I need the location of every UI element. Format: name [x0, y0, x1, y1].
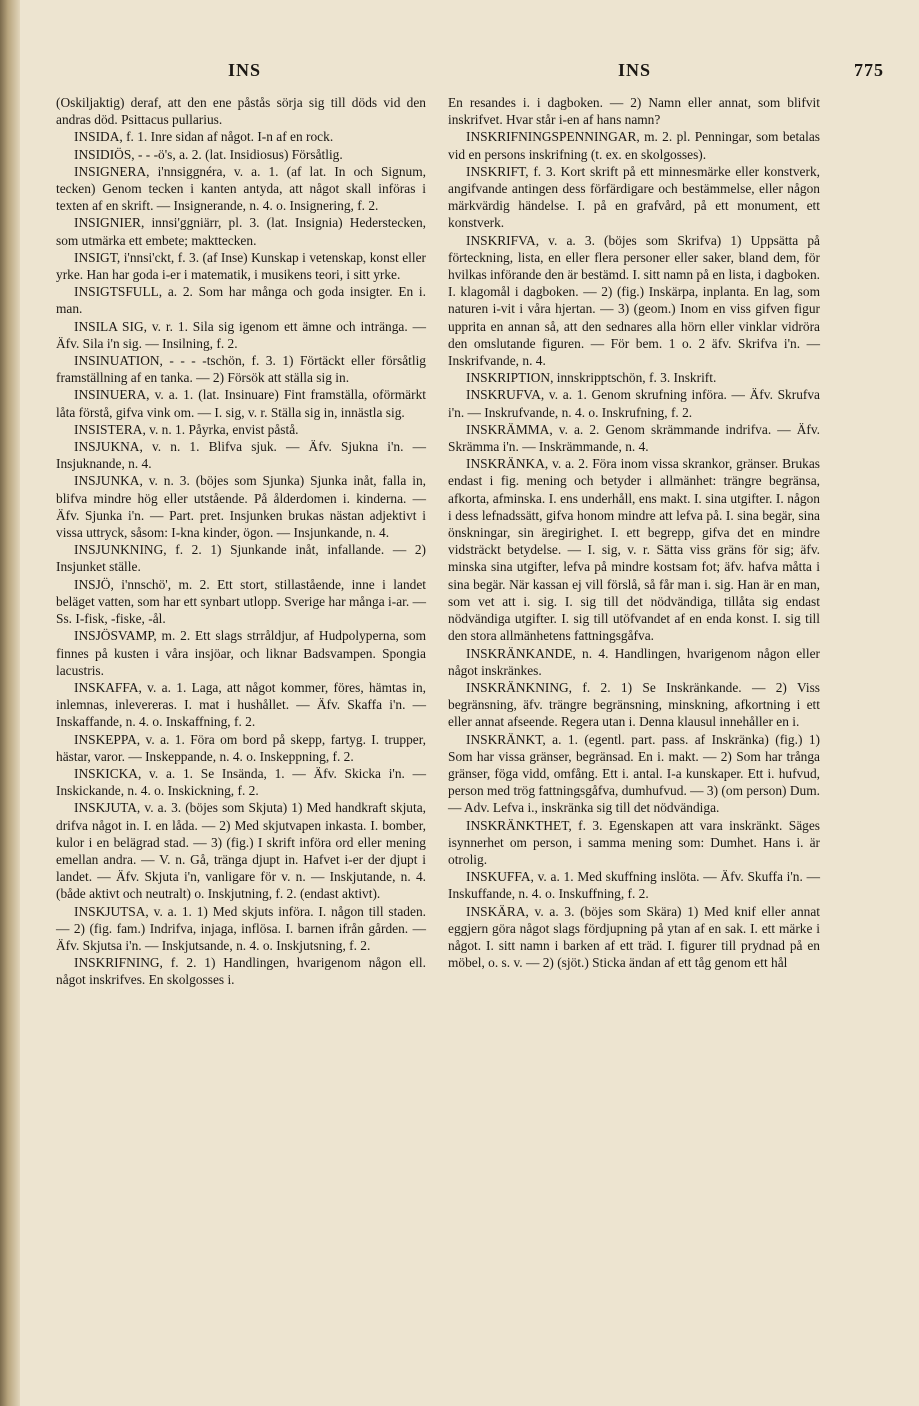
dictionary-entry: INSKRÄNKANDE, n. 4. Handlingen, hvarigenom någon eller något inskränkes. — [448, 645, 820, 678]
page-header — [0, 60, 919, 90]
dictionary-entry: INSIGNERA, i'nnsiggnéra, v. a. 1. (af lat. In och Signum, tecken) Genom tecken i kanten antyda, att något skall införas i texten af en skrift. — Insignerande, n. 4. o. Insignering, f. 2. — [56, 163, 426, 214]
dictionary-entry: INSIGTSFULL, a. 2. Som har många och goda insigter. En i. man. — [56, 284, 426, 317]
dictionary-entry: INSILA SIG, v. r. 1. Sila sig igenom ett ämne och intränga. — Äfv. Sila i'n sig. — Insilning, f. 2. — [56, 318, 426, 351]
dictionary-entry: (Oskiljaktig) deraf, att den ene påstås sörja sig till döds vid den andras död. Psittacus pullarius. — [56, 95, 426, 128]
dictionary-entry: En resandes i. i dagboken. — 2) Namn eller annat, som blifvit inskrifvet. Hvar står i-en af hans namn? — [448, 95, 820, 128]
dictionary-entry: INSKAFFA, v. a. 1. Laga, att något kommer, föres, hämtas in, inlemnas, inlevereras. I. mat i hushållet. — Äfv. Skaffa i'n. — Inskaffande, n. 4. o. Inskaffning, f. 2. — [56, 679, 426, 730]
dictionary-entry: INSKRIFT, f. 3. Kort skrift på ett minnesmärke eller konstverk, angifvande antingen dess förfärdigare och bestämmelse, eller någon märkvärdig händelse. I. på en grafvård, på ett monument, ett konstverk. — [448, 163, 820, 231]
dictionary-entry: INSKRÄNKNING, f. 2. 1) Se Inskränkande. — 2) Viss begränsning, äfv. trängre begränsning, minskning, afkortning i ett eller annat afseende. Regera utan i. Denna klausul innehåller en i. — [448, 679, 820, 730]
dictionary-entry: INSKRUFVA, v. a. 1. Genom skrufning införa. — Äfv. Skrufva i'n. — Inskrufvande, n. 4. o. Inskrufning, f. 2. — [448, 387, 820, 420]
dictionary-entry: INSIGNIER, innsi'ggniärr, pl. 3. (lat. Insignia) Hederstecken, som utmärka ett embete; makttecken. — [56, 215, 426, 248]
dictionary-entry: INSJÖ, i'nnschö', m. 2. Ett stort, stillastående, inne i landet beläget vatten, som har ett synbart utlopp. Sverige har många i-ar. — Ss. I-fisk, -fiske, -ål. — [56, 576, 426, 627]
page-number: 775 — [854, 60, 884, 80]
dictionary-entry: INSKJUTSA, v. a. 1. 1) Med skjuts införa. I. någon till staden. — 2) (fig. fam.) Indrifva, injaga, inflösa. I. barnen ifrån gården. — Äfv. Skjutsa i'n. — Inskjutsande, n. 4. o. Inskjutsning, f. 2. — [56, 903, 426, 953]
dictionary-entry: INSJÖSVAMP, m. 2. Ett slags strråldjur, af Hudpolyperna, som finnes på kusten i våra insjöar, och liknar Badsvampen. Spongia lacustris. — [56, 628, 426, 678]
dictionary-entry: INSKRÄNKT, a. 1. (egentl. part. pass. af Inskränka) (fig.) 1) Som har vissa gränser, begränsad. En i. makt. — 2) Som har trånga gränser, föga vidd, omfång. Ett i. antal. I-a kunskaper. Ett i. hufvud, person med trög fattningsgåfva, dumhufvud. — 3) (om person) Dum. — Adv. Lefva i., inskränka sig till det nödvändiga. — [448, 731, 820, 816]
dictionary-entry: INSINUERA, v. a. 1. (lat. Insinuare) Fint framställa, oförmärkt låta förstå, gifva vink om. — I. sig, v. r. Ställa sig in, innästla sig. — [56, 387, 426, 420]
dictionary-entry: INSKRÄNKA, v. a. 2. Föra inom vissa skrankor, gränser. Brukas endast i fig. mening och betyder i allmänhet: trängre begränsa, afkorta, afminska. I. ens underhåll, ens makt. I. sina utgifter. I. någon i dess lefnadssätt, gifva honom mindre att lefva på. I. sina begär, sina önskningar, sin äregirighet. I. ett begrepp, gifva det en mindre vidsträckt betydelse. — I. sig, v. r. Sätta viss gräns för sig; äfv. minska sina utgifter, lefva på mindre kostsam fot; äfv. hafva måtta i sina begär. När kassan ej vill förslå, så får man i. sig. Han är en man, som vet att i. sig. I. sig till det nödvändiga, tillåta sig endast nödvändiga utgifter. I. sig till utöfvandet af en enda konst. I. sig till den stora allmänhetens fattningsgåfva. — [448, 456, 820, 644]
dictionary-entry: INSISTERA, v. n. 1. Påyrka, envist påstå. — [74, 421, 299, 437]
right-column — [448, 94, 820, 971]
dictionary-entry: INSJUNKNING, f. 2. 1) Sjunkande inåt, infallande. — 2) Insjunket ställe. — [56, 542, 426, 575]
dictionary-entry: INSIGT, i'nnsi'ckt, f. 3. (af Inse) Kunskap i vetenskap, konst eller yrke. Han har goda i-er i matematik, i musikens teori, i sitt yrke. — [56, 249, 426, 283]
dictionary-entry: INSKRÄNKTHET, f. 3. Egenskapen att vara inskränkt. Säges isynnerhet om person, i samma mening som: Dumhet. Hans i. är otrolig. — [448, 817, 820, 867]
dictionary-entry: INSKRIPTION, innskripptschön, f. 3. Inskrift. — [466, 370, 717, 386]
dictionary-entry: INSIDIÖS, - - -ö's, a. 2. (lat. Insidiosus) Försåtlig. — [74, 146, 343, 162]
dictionary-entry: INSJUKNA, v. n. 1. Blifva sjuk. — Äfv. Sjukna i'n. — Insjuknande, n. 4. — [56, 439, 426, 472]
dictionary-entry: INSKEPPA, v. a. 1. Föra om bord på skepp, fartyg. I. trupper, hästar, varor. — Inskeppande, n. 4. o. Inskeppning, f. 2. — [56, 731, 426, 764]
header-right-catchword: INS — [618, 60, 652, 80]
left-column — [56, 94, 426, 989]
dictionary-entry: INSINUATION, - - - -tschön, f. 3. 1) Förtäckt eller försåtlig framställning af en tanka. — 2) Försök att ställa sig in. — [56, 353, 426, 386]
dictionary-entry: INSJUNKA, v. n. 3. (böjes som Sjunka) Sjunka inåt, falla in, blifva mindre hög eller utstående. På ålderdomen i. kinderna. — Äfv. Sjunka i'n. — Part. pret. Insjunken brukas nästan adjektivt i vissa uttryck, såsom: I-kna kinder, ögon. — Insjunkande, n. 4. — [56, 473, 426, 541]
dictionary-entry: INSKRIFNING, f. 2. 1) Handlingen, hvarigenom någon ell. något inskrifves. En skolgosses i. — [56, 955, 426, 988]
header-left-catchword: INS — [228, 60, 262, 80]
dictionary-entry: INSKJUTA, v. a. 3. (böjes som Skjuta) 1) Med handkraft skjuta, drifva något in. I. en låda. — 2) Med skjutvapen inkasta. I. bomber, kulor i en belägrad stad. — 3) (fig.) I skrift införa ord eller mening emellan andra. — V. n. Gå, tränga djupt in. Hafvet i-er der djupt i landet. — Äfv. Skjuta i'n, vanligare för v. n. — Inskjutande, n. 4. (både aktivt och neutralt) o. Inskjutning, f. 2. (endast aktivt). — [56, 800, 426, 902]
dictionary-entry: INSIDA, f. 1. Inre sidan af något. I-n af en rock. — [74, 129, 334, 145]
dictionary-entry: INSKICKA, v. a. 1. Se Insända, 1. — Äfv. Skicka i'n. — Inskickande, n. 4. o. Inskickning, f. 2. — [56, 765, 426, 799]
dictionary-entry: INSKÄRA, v. a. 3. (böjes som Skära) 1) Med knif eller annat eggjern göra något slags fördjupning på ytan af en sak. I. ett märke i något. I. sitt namn i barken af ett träd. I. figurer till prydnad på en möbel, o. s. v. — 2) (sjöt.) Sticka ändan af ett tåg genom ett hål — [448, 903, 820, 971]
dictionary-entry: INSKRÄMMA, v. a. 2. Genom skrämmande indrifva. — Äfv. Skrämma i'n. — Inskrämmande, n. 4. — [448, 421, 820, 455]
dictionary-entry: INSKUFFA, v. a. 1. Med skuffning inslöta. — Äfv. Skuffa i'n. — Inskuffande, n. 4. o. Inskuffning, f. 2. — [448, 869, 820, 902]
dictionary-entry: INSKRIFVA, v. a. 3. (böjes som Skrifva) 1) Uppsätta på förteckning, lista, en eller flera personer eller saker, bland dem, för hvilkas införande den är bestämd. I. sitt namn på en lista, i dagboken. I. klagomål i dagboken. — 2) (fig.) Inskärpa, inplanta. En lag, som naturen i-vit i våra hjertan. — 3) (geom.) Inom en viss gifven figur upprita en annan så, att den sednares alla hörn eller vinklar vidröra den omslutande figuren. — För bem. 1 o. 2 äfv. Skrifva i'n. — Inskrifvande, n. 4. — [448, 232, 820, 369]
dictionary-entry: INSKRIFNINGSPENNINGAR, m. 2. pl. Penningar, som betalas vid en persons inskrifning (t. ex. en skolgosses). — [448, 129, 820, 162]
page-binding-edge — [0, 0, 20, 1406]
